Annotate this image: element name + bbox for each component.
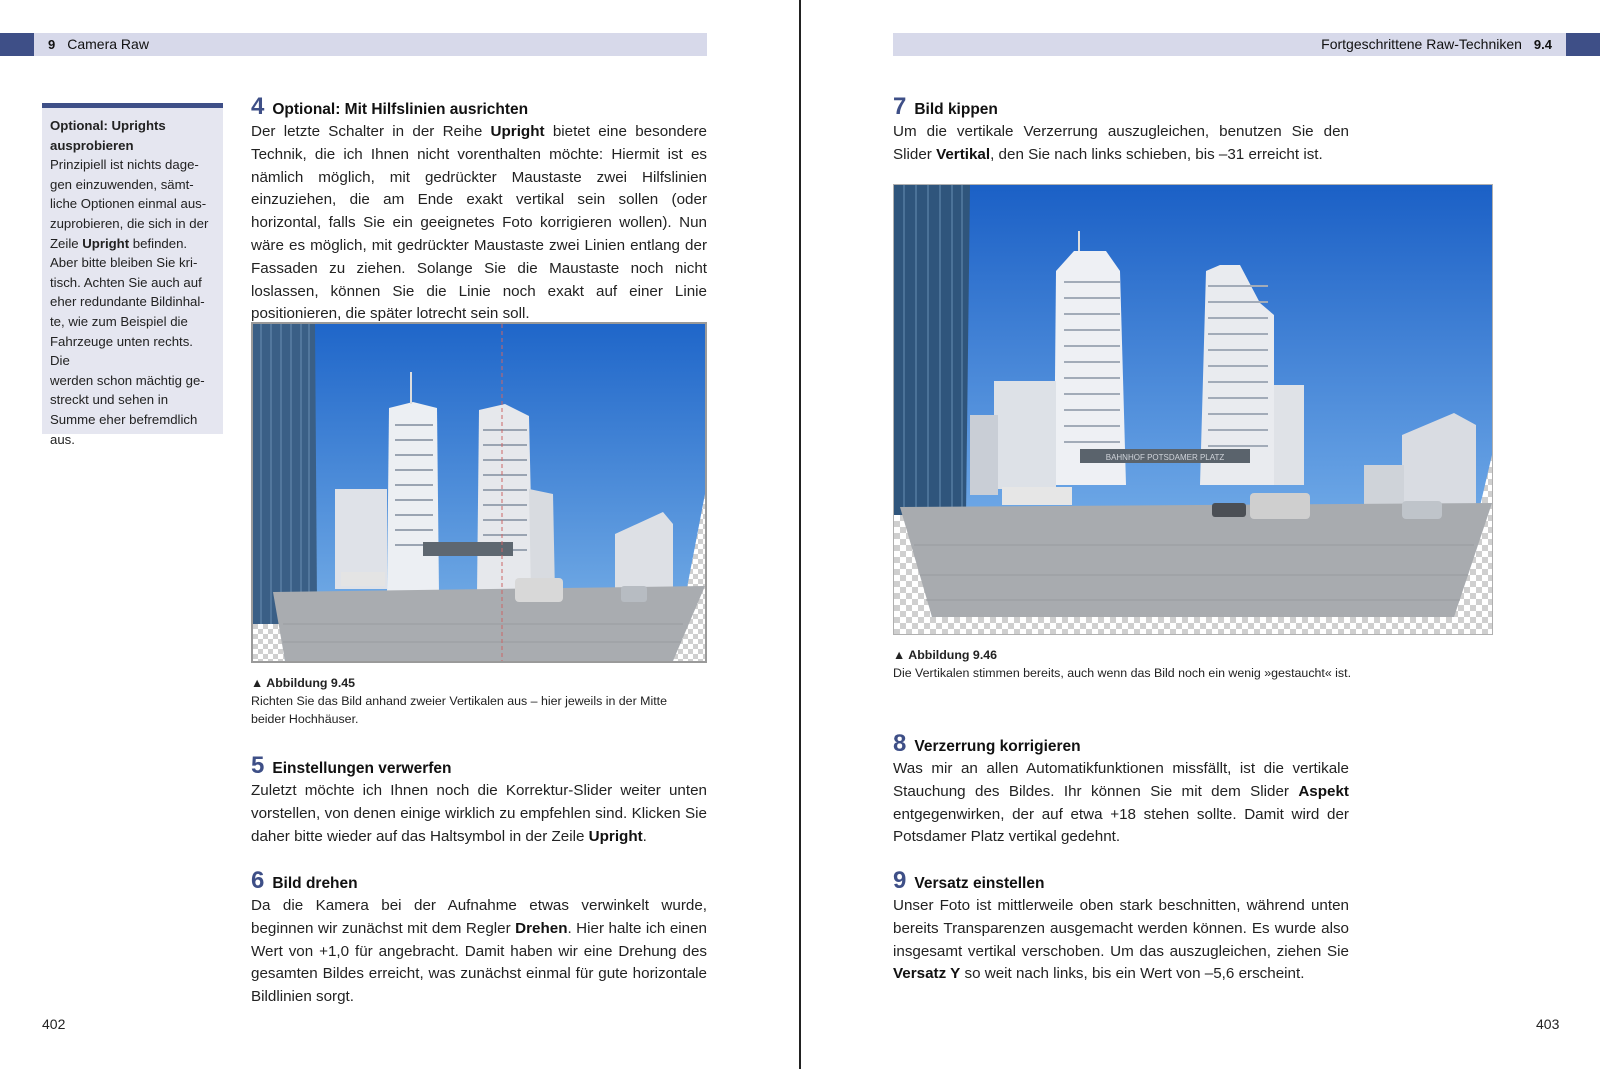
chapter-number: 9 xyxy=(48,37,56,52)
step-9-text: Unser Foto ist mittlerweile oben stark beschnitten, während unten bereits Transparenzen ausgemacht werden können. Es wurde also insgesamt vertikal verschoben. Um das auszugleichen, ziehen Sie Versatz Y so weit nach links, bis ein Wert von –5,6 erscheint. xyxy=(893,897,1349,983)
figure-9-46-photo xyxy=(893,184,1493,635)
step-7 xyxy=(893,93,1349,167)
step-8-text: Was mir an allen Automatikfunktionen missfällt, ist die vertikale Stauchung des Bildes. Ihr können Sie mit dem Slider Aspekt entgegenwirken, der auf etwa +18 stehen sollte. Damit wird der Potsdamer Platz vertikal gedehnt. xyxy=(893,760,1349,846)
step-7-text: Um die vertikale Verzerrung auszugleichen, benutzen Sie den Slider Vertikal, den Sie nach links schieben, bis –31 erreicht ist. xyxy=(893,123,1349,163)
figure-9-45-photo xyxy=(251,322,707,663)
step-6-heading: 6 Bild drehen xyxy=(251,867,358,894)
margin-note-line: Prinzipiell ist nichts dage- xyxy=(50,157,199,173)
figure-9-46-illustration xyxy=(894,185,1492,634)
margin-note-line: werden schon mächtig ge- xyxy=(50,372,205,388)
header-bar-left xyxy=(34,33,707,56)
header-tab-right xyxy=(1566,33,1600,56)
margin-note-line: gen einzuwenden, sämt- xyxy=(50,176,194,192)
step-4 xyxy=(251,93,707,326)
margin-note-line: Summe eher befremdlich xyxy=(50,411,198,427)
station-sign: BAHNHOF POTSDAMER PLATZ xyxy=(1105,453,1225,462)
step-5-heading: 5 Einstellungen verwerfen xyxy=(251,752,452,779)
chapter-title: Camera Raw xyxy=(67,36,149,52)
page-number-left: 402 xyxy=(42,1016,66,1032)
figure-9-45-caption xyxy=(251,674,681,728)
margin-note-title: Optional: Uprights ausprobieren xyxy=(50,118,166,153)
figure-9-46-caption-text: Die Vertikalen stimmen bereits, auch wenn das Bild noch ein wenig »gestaucht« ist. xyxy=(893,666,1352,680)
step-7-heading: 7 Bild kippen xyxy=(893,93,998,120)
step-4-heading: 4 Optional: Mit Hilfslinien ausrichten xyxy=(251,93,529,120)
margin-note-line: Zeile Upright befinden. xyxy=(50,235,188,251)
step-9 xyxy=(893,867,1349,986)
margin-note-line: Aber bitte bleiben Sie kri- xyxy=(50,255,198,271)
step-6 xyxy=(251,867,707,1009)
margin-note-line: liche Optionen einmal aus- xyxy=(50,196,207,212)
margin-note-line: te, wie zum Beispiel die xyxy=(50,313,188,329)
figure-9-45-caption-text: Richten Sie das Bild anhand zweier Vertikalen aus – hier jeweils in der Mitte beider Hochhäuser. xyxy=(251,694,667,726)
step-9-heading: 9 Versatz einstellen xyxy=(893,867,1045,894)
margin-note-line: tisch. Achten Sie auch auf xyxy=(50,274,202,290)
step-8 xyxy=(893,730,1349,849)
margin-note-line: aus. xyxy=(50,431,75,447)
figure-9-45-illustration xyxy=(253,324,705,661)
margin-note-line: zuprobieren, die sich in der xyxy=(50,215,209,231)
margin-note-line: Fahrzeuge unten rechts. Die xyxy=(50,333,193,369)
step-5-text: Zuletzt möchte ich Ihnen noch die Korrektur-Slider weiter unten vorstellen, von denen einige wirklich zu empfehlen sind. Klicken Sie daher bitte wieder auf das Haltsymbol in der Zeile Upright. xyxy=(251,782,707,845)
figure-9-46-caption xyxy=(893,646,1363,682)
step-5 xyxy=(251,752,707,848)
step-8-heading: 8 Verzerrung korrigieren xyxy=(893,730,1081,757)
header-bar-right xyxy=(893,33,1566,56)
figure-9-45-label: ▲ Abbildung 9.45 xyxy=(251,676,356,690)
margin-note-line: eher redundante Bildinhal- xyxy=(50,294,205,310)
step-6-text: Da die Kamera bei der Aufnahme etwas verwinkelt wurde, beginnen wir zunächst mit dem Regler Drehen. Hier halte ich einen Wert von +1,0 für angebracht. Damit haben wir eine Drehung des gesamten Bildes erreicht, was zunächst einmal für gute horizontale Bildlinien sorgt. xyxy=(251,897,707,1006)
section-number: 9.4 xyxy=(1533,37,1552,52)
book-spine xyxy=(799,0,801,1069)
margin-note xyxy=(42,103,223,447)
header-tab-left xyxy=(0,33,34,56)
margin-note-line: streckt und sehen in xyxy=(50,392,169,408)
step-4-text: Der letzte Schalter in der Reihe Upright bietet eine besondere Technik, die ich Ihnen nicht vorenthalten möchte: Hiermit ist es nämlich möglich, mit gedrückter Maustaste zwei Hilfslinien einzuziehen, die am Ende exakt vertikal sein sollen (oder horizontal, falls Sie ein geeignetes Foto korrigieren wollen). Nun wäre es möglich, mit gedrückter Maustaste zwei Linien entlang der Fassaden zu ziehen. Solange Sie die Maustaste noch nicht loslassen, können Sie die Linie noch exakt auf einer Linie positionieren, die später lotrecht sein soll. xyxy=(251,123,707,323)
page-number-right: 403 xyxy=(1536,1016,1560,1032)
figure-9-46-label: ▲ Abbildung 9.46 xyxy=(893,648,998,662)
section-title: Fortgeschrittene Raw-Techniken xyxy=(1321,36,1522,52)
